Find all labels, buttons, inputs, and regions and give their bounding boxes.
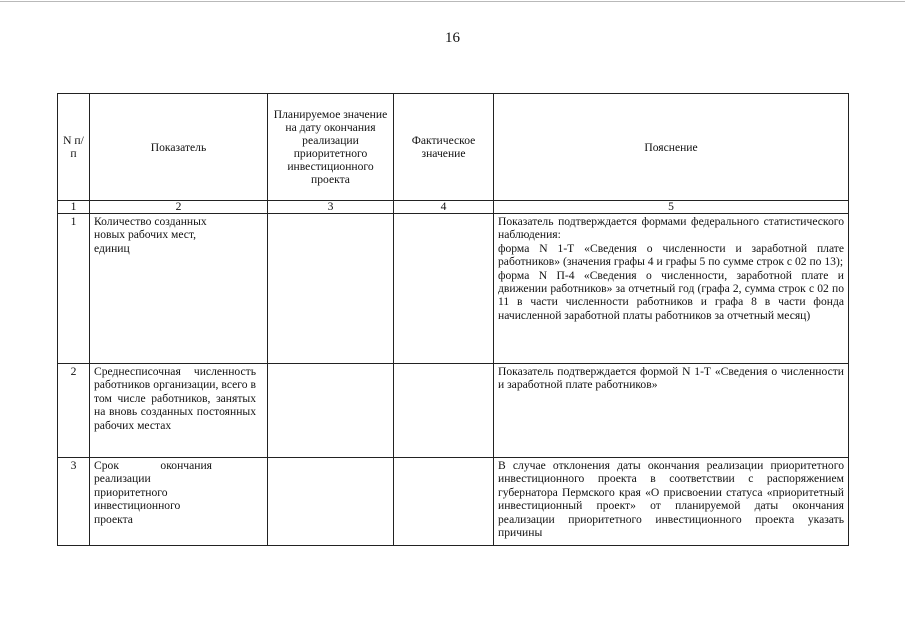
row-planned	[268, 364, 394, 458]
explanation-text: Показатель подтверждается формами федерального статистического наблюдения: форма N 1-Т «Сведения о численности и заработной плате работников» (значения графы 4 и графы 5 по сумме строк с 02 по 13); форма N П-4 «Сведения о численности, заработной плате и движении работников» за отчетный год (графа 2, сумма строк с 02 по 11 в части численности работников и графа 8 в части фонда начисленной заработной платы работников за отчетный месяц)	[498, 215, 844, 322]
row-indicator	[90, 214, 268, 364]
row-num: 1	[58, 214, 90, 364]
column-number: 5	[494, 201, 849, 214]
top-rule	[0, 1, 905, 2]
table-header-row	[58, 94, 849, 201]
indicators-table	[57, 93, 849, 546]
column-number: 2	[90, 201, 268, 214]
row-planned	[268, 458, 394, 546]
indicator-text: Количество созданных новых рабочих мест, единиц	[94, 215, 207, 255]
row-explanation: В случае отклонения даты окончания реализации приоритетного инвестиционного проекта в соответствии с распоряжением губернатора Пермского края «О присвоении статуса «приоритетный инвестиционный проект» от планируемой даты окончания реализации приоритетного инвестиционного проекта указать причины	[494, 458, 849, 546]
row-num: 3	[58, 458, 90, 546]
row-indicator	[90, 458, 268, 546]
page-number: 16	[445, 30, 460, 46]
row-actual	[394, 364, 494, 458]
header-planned: Планируемое значение на дату окончания реализации приоритетного инвестиционного проекта	[268, 94, 394, 201]
column-number: 4	[394, 201, 494, 214]
row-indicator	[90, 364, 268, 458]
table-row	[58, 214, 849, 364]
row-explanation	[494, 214, 849, 364]
indicator-text: Срок окончания реализации приоритетного инвестиционного проекта	[94, 459, 212, 526]
indicator-text: Среднесписочная численность работников организации, всего в том числе работников, занятых на вновь созданных постоянных рабочих местах	[94, 365, 256, 432]
row-num: 2	[58, 364, 90, 458]
row-actual	[394, 214, 494, 364]
row-actual	[394, 458, 494, 546]
row-explanation: Показатель подтверждается формой N 1-Т «Сведения о численности и заработной плате работников»	[494, 364, 849, 458]
table-row	[58, 458, 849, 546]
header-explanation: Пояснение	[494, 94, 849, 201]
row-planned	[268, 214, 394, 364]
column-number: 3	[268, 201, 394, 214]
column-numbers-row	[58, 201, 849, 214]
column-number: 1	[58, 201, 90, 214]
table-row	[58, 364, 849, 458]
header-actual: Фактическое значение	[394, 94, 494, 201]
header-indicator: Показатель	[90, 94, 268, 201]
header-num: N п/п	[58, 94, 90, 201]
